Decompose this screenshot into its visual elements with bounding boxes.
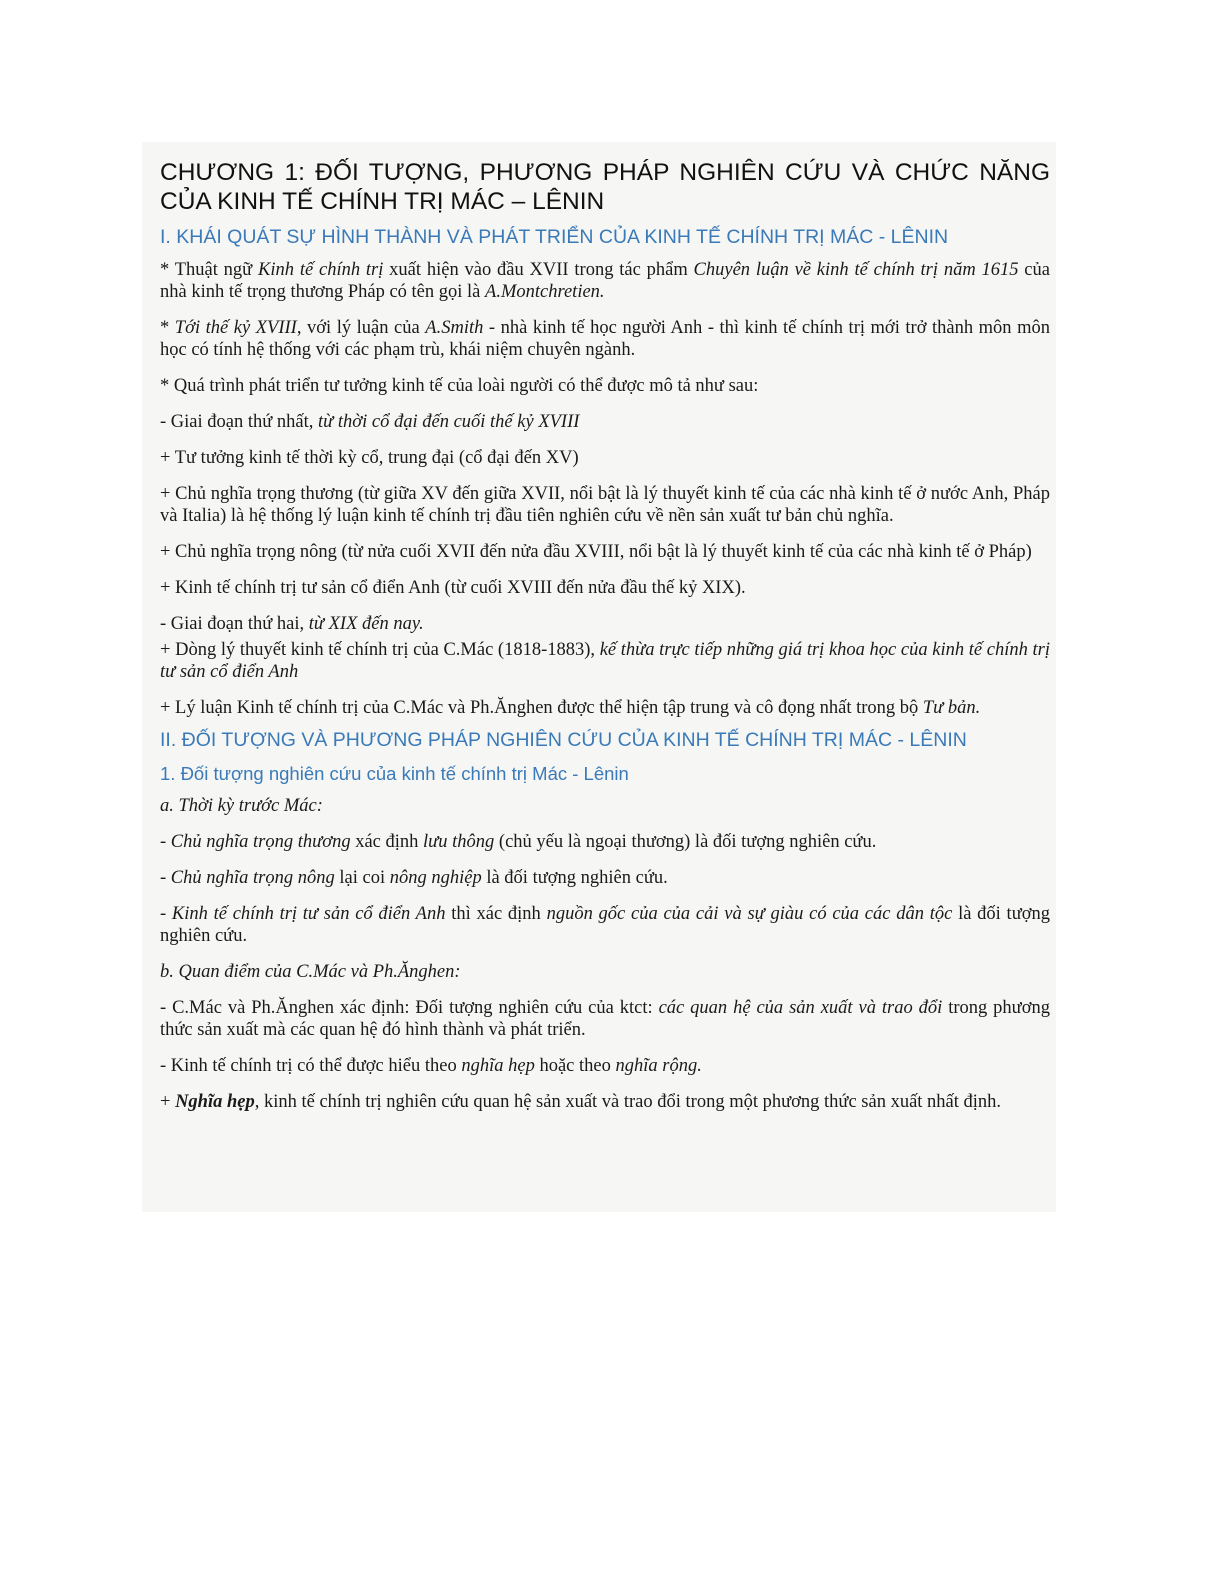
chapter-title: CHƯƠNG 1: ĐỐI TƯỢNG, PHƯƠNG PHÁP NGHIÊN CỨU VÀ CHỨC NĂNG CỦA KINH TẾ CHÍNH TRỊ MÁC – LÊNIN [160, 159, 1050, 215]
paragraph-term-origin [160, 259, 1050, 303]
text-run: - nhà kinh tế học người Anh - thì kinh tế chính trị mới trở thành môn môn học có tính hệ thống với các phạm trù, khái niệm chuyên ngành. [160, 318, 1050, 360]
text-run: - [160, 832, 171, 852]
text-run: là đối tượng nghiên cứu. [481, 868, 668, 888]
text-run: * [160, 318, 175, 338]
text-run-italic: Tư bản. [922, 698, 981, 718]
text-run: của nhà kinh tế trọng thương Pháp có tên gọi là [160, 260, 1050, 302]
text-run: là đối tượng nghiên cứu. [160, 904, 1051, 946]
text-run: - Giai đoạn thứ nhất, [160, 412, 318, 432]
text-run: * Thuật ngữ [160, 260, 259, 280]
subheading-before-marx [160, 795, 1050, 817]
paragraph-narrow-sense [160, 1091, 1050, 1113]
text-run-italic: các quan hệ của sản xuất và trao đổi [658, 998, 943, 1018]
text-run-italic: từ thời cổ đại đến cuối thế kỷ XVIII [318, 412, 580, 432]
text-run-italic: nguồn gốc của của cải và sự giàu có của các dân tộc [546, 904, 953, 924]
paragraph-classical-english: + Kinh tế chính trị tư sản cổ điển Anh (từ cuối XVIII đến nửa đầu thế kỷ XIX). [160, 578, 746, 598]
text-run-italic: Tới thế kỷ XVIII [174, 318, 297, 338]
paragraph-smith [160, 317, 1050, 361]
text-run-italic: Chủ nghĩa trọng nông [170, 868, 335, 888]
text-run-italic: nông nghiệp [389, 868, 482, 888]
text-run: + [160, 1092, 176, 1112]
section-1-heading: I. KHÁI QUÁT SỰ HÌNH THÀNH VÀ PHÁT TRIỂN CỦA KINH TẾ CHÍNH TRỊ MÁC - LÊNIN [160, 226, 949, 248]
text-run: xác định [350, 832, 424, 852]
subheading-marx-engels [160, 961, 1050, 983]
text-run-italic: nghĩa hẹp [461, 1056, 535, 1076]
text-run-italic: Kinh tế chính trị [258, 260, 384, 280]
text-run-italic: nghĩa rộng. [615, 1056, 702, 1076]
text-run: lại coi [334, 868, 390, 888]
paragraph-physiocracy-object [160, 867, 1050, 889]
text-run: - C.Mác và Ph.Ănghen xác định: Đối tượng nghiên cứu của ktct: [160, 998, 659, 1018]
text-run-italic: a. Thời kỳ trước Mác: [160, 796, 323, 816]
paragraph-stage-one [160, 411, 1050, 433]
section-2-heading: II. ĐỐI TƯỢNG VÀ PHƯƠNG PHÁP NGHIÊN CỨU CỦA KINH TẾ CHÍNH TRỊ MÁC - LÊNIN [160, 729, 967, 751]
text-run-italic: A.Smith [425, 318, 484, 338]
text-run: - Kinh tế chính trị có thể được hiểu theo [160, 1056, 462, 1076]
paragraph-capital [160, 697, 1050, 719]
text-run-bold-italic: Nghĩa hẹp [175, 1092, 255, 1112]
text-run: - Giai đoạn thứ hai, [160, 614, 309, 634]
text-run-italic: - Kinh tế chính trị tư sản cổ điển Anh [160, 904, 446, 924]
paragraph-marx-theory [160, 639, 1050, 683]
document-page-content [142, 142, 1056, 1212]
text-run-italic: b. Quan điểm của C.Mác và Ph.Ănghen: [160, 962, 461, 982]
paragraph-physiocracy: + Chủ nghĩa trọng nông (từ nửa cuối XVII đến nửa đầu XVIII, nổi bật là lý thuyết kinh tế của các nhà kinh tế ở Pháp) [160, 542, 1032, 562]
text-run-italic: Chủ nghĩa trọng thương [170, 832, 351, 852]
subsection-1-heading: 1. Đối tượng nghiên cứu của kinh tế chính trị Mác - Lênin [160, 763, 629, 784]
text-run: - [160, 868, 171, 888]
text-run: (chủ yếu là ngoại thương) là đối tượng nghiên cứu. [494, 832, 877, 852]
paragraph-classical-object [160, 903, 1050, 947]
paragraph-mercantilism: + Chủ nghĩa trọng thương (từ giữa XV đến giữa XVII, nổi bật là lý thuyết kinh tế của các nhà kinh tế ở nước Anh, Pháp và Italia) là hệ thống lý luận kinh tế chính trị đầu tiên nghiên cứu về nền sản xuất tư bản chủ nghĩa. [160, 484, 1050, 526]
paragraph-ancient-thought: + Tư tưởng kinh tế thời kỳ cổ, trung đại (cổ đại đến XV) [160, 448, 579, 468]
paragraph-mercantilism-object [160, 831, 1050, 853]
text-run: trong phương thức sản xuất mà các quan hệ đó hình thành và phát triển. [160, 998, 1050, 1040]
text-run-italic: lưu thông [423, 832, 495, 852]
text-run: , kinh tế chính trị nghiên cứu quan hệ sản xuất và trao đổi trong một phương thức sản xuất nhất định. [254, 1092, 1002, 1112]
text-run-italic: A.Montchretien. [485, 282, 605, 302]
text-run-italic: Chuyên luận về kinh tế chính trị năm 1615 [693, 260, 1019, 280]
text-run: + Dòng lý thuyết kinh tế chính trị của C.Mác (1818-1883), [160, 640, 600, 660]
paragraph-stage-two [160, 613, 1050, 635]
text-run: xuất hiện vào đầu XVII trong tác phẩm [383, 260, 694, 280]
paragraph-narrow-broad [160, 1055, 1050, 1077]
paragraph-development-intro: * Quá trình phát triển tư tưởng kinh tế của loài người có thể được mô tả như sau: [160, 376, 759, 396]
text-run: thì xác định [445, 904, 547, 924]
text-run-italic: kế thừa trực tiếp những giá trị khoa học của kinh tế chính trị tư sản cổ điển Anh [160, 640, 1050, 682]
text-run: hoặc theo [534, 1056, 616, 1076]
paragraph-marx-object [160, 997, 1050, 1041]
text-run: + Lý luận Kinh tế chính trị của C.Mác và Ph.Ănghen được thể hiện tập trung và cô đọng nhất trong bộ [160, 698, 923, 718]
text-run-italic: từ XIX đến nay. [308, 614, 424, 634]
text-run: , với lý luận của [296, 318, 426, 338]
